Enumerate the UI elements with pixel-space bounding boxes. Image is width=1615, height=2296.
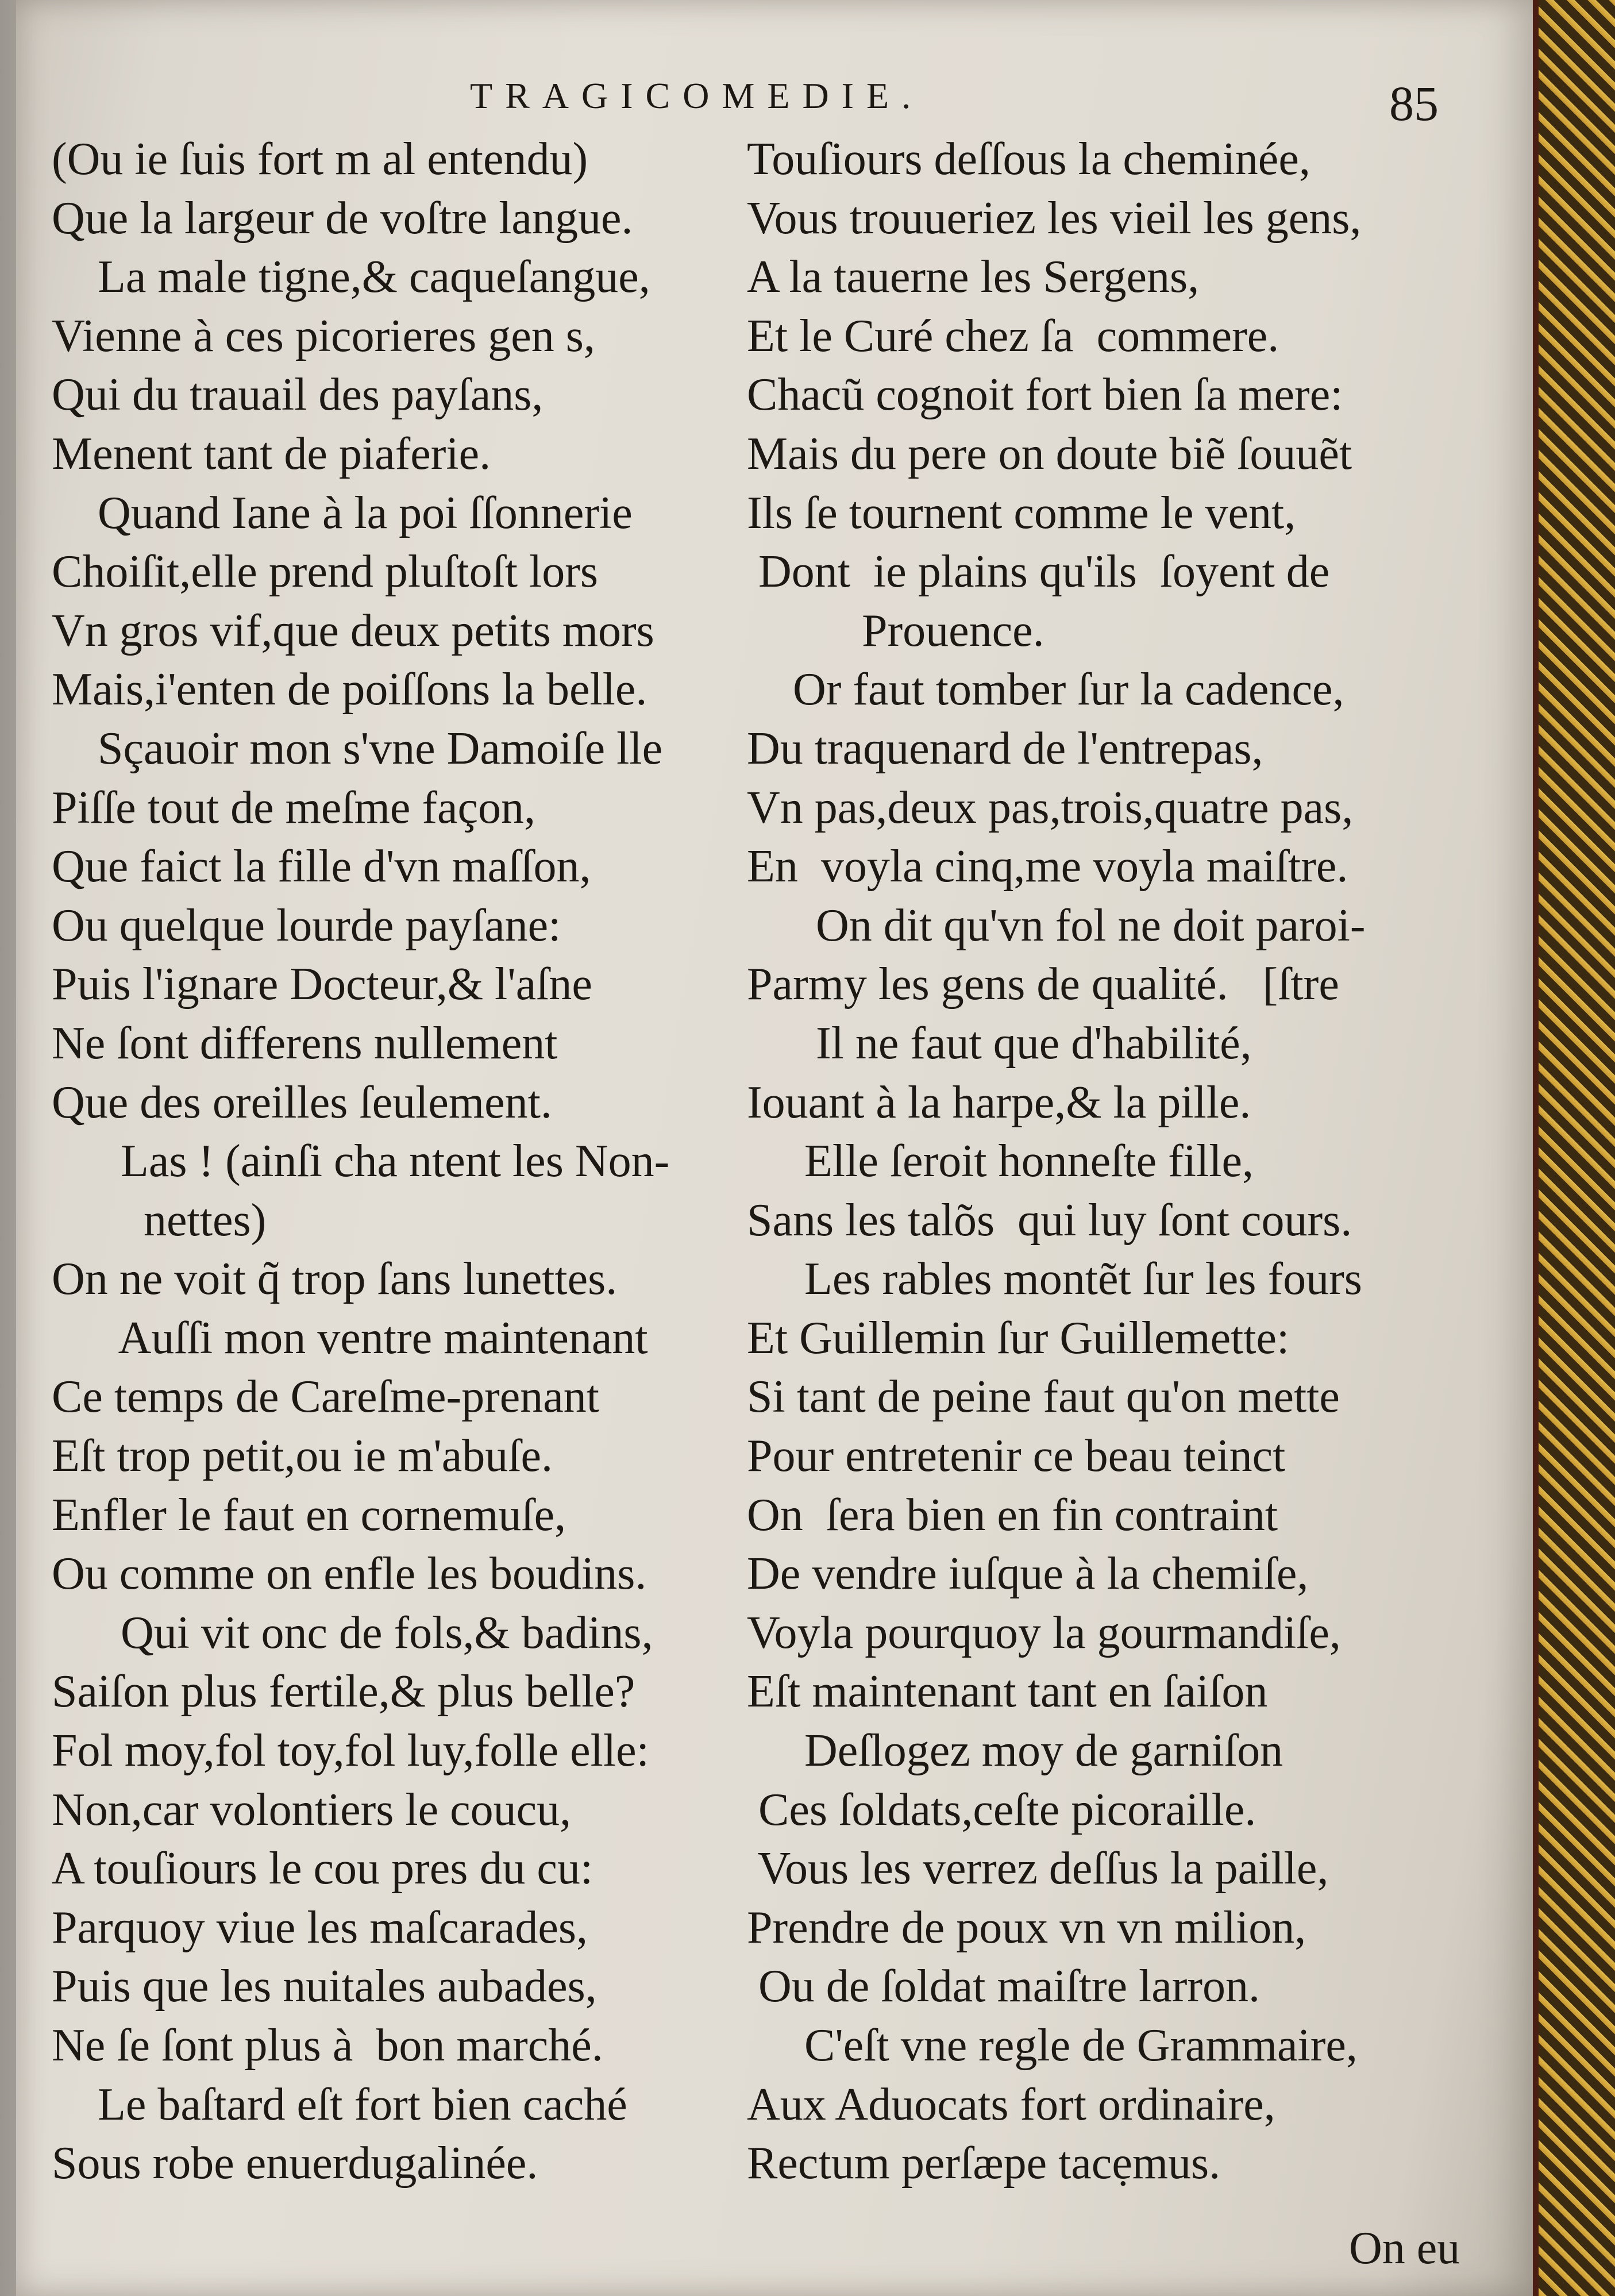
verse-line: Puis que les nuitales aubades, bbox=[52, 1961, 597, 2012]
verse-line: Rectum perſæpe tacẹmus. bbox=[747, 2138, 1221, 2189]
verse-line: Vn gros vif,que deux petits mors bbox=[52, 605, 654, 656]
verse-line: Si tant de peine faut qu'on mette bbox=[747, 1372, 1340, 1423]
verse-line: On ſera bien en fin contraint bbox=[747, 1489, 1278, 1540]
verse-line: Mais,i'enten de poiſſons la belle. bbox=[52, 664, 647, 715]
running-head: TRAGICOMEDIE. bbox=[470, 75, 924, 116]
verse-line: Et le Curé chez ſa commere. bbox=[747, 310, 1279, 361]
verse-line: Menent tant de piaferie. bbox=[52, 428, 491, 479]
verse-line: Auſſi mon ventre maintenant bbox=[52, 1312, 648, 1363]
verse-line: Ces ſoldats,ceſte picoraille. bbox=[747, 1784, 1256, 1835]
verse-line: Que la largeur de voſtre langue. bbox=[52, 192, 633, 244]
verse-line: Vous trouueriez les vieil les gens, bbox=[747, 192, 1362, 244]
verse-line: Fol moy,fol toy,fol luy,folle elle: bbox=[52, 1725, 649, 1777]
verse-line: Du traquenard de l'entrepas, bbox=[747, 723, 1263, 774]
verse-line: nettes) bbox=[52, 1195, 267, 1246]
verse-line: Voyla pourquoy la gourmandiſe, bbox=[747, 1607, 1341, 1658]
verse-line: Sçauoir mon s'vne Damoiſe lle bbox=[52, 723, 663, 774]
verse-line: Dont ie plains qu'ils ſoyent de bbox=[747, 546, 1330, 598]
page-number: 85 bbox=[1389, 76, 1439, 131]
verse-line: De vendre iuſque à la chemiſe, bbox=[747, 1548, 1309, 1600]
verse-line: Le baſtard eſt fort bien caché bbox=[52, 2079, 627, 2130]
verse-line: Que des oreilles ſeulement. bbox=[52, 1077, 552, 1128]
verse-line: Prendre de poux vn vn milion, bbox=[747, 1902, 1306, 1953]
verse-line: Ce temps de Careſme-prenant bbox=[52, 1372, 599, 1423]
verse-line: Quand Iane à la poi ſſonnerie bbox=[52, 487, 633, 538]
verse-line: Que faict la fille d'vn maſſon, bbox=[52, 841, 591, 892]
verse-line: (Ou ie ſuis fort m al entendu) bbox=[52, 134, 588, 184]
left-column bbox=[52, 130, 669, 2193]
catchword: On eu bbox=[1349, 2223, 1460, 2274]
verse-line: Ne ſont differens nullement bbox=[52, 1018, 558, 1069]
verse-line: Ils ſe tournent comme le vent, bbox=[747, 487, 1296, 538]
verse-line: Eſt trop petit,ou ie m'abuſe. bbox=[52, 1431, 553, 1482]
verse-line: Pour entretenir ce beau teinct bbox=[747, 1431, 1286, 1482]
verse-line: La male tigne,& caqueſangue, bbox=[52, 252, 650, 303]
verse-line: Prouence. bbox=[747, 605, 1044, 656]
verse-line: Iouant à la harpe,& la pille. bbox=[747, 1077, 1251, 1128]
verse-line: A touſiours le cou pres du cu: bbox=[52, 1843, 593, 1894]
verse-line: Piſſe tout de meſme façon, bbox=[52, 782, 535, 833]
verse-line: C'eſt vne regle de Grammaire, bbox=[747, 2020, 1358, 2071]
verse-line: Touſiours deſſous la cheminée, bbox=[747, 134, 1310, 184]
gilt-fore-edge bbox=[1533, 0, 1615, 2296]
verse-line: Ou quelque lourde payſane: bbox=[52, 900, 561, 951]
verse-line: Chacũ cognoit fort bien ſa mere: bbox=[747, 369, 1343, 421]
verse-line: On dit qu'vn fol ne doit paroi- bbox=[747, 900, 1366, 951]
verse-line: Vn pas,deux pas,trois,quatre pas, bbox=[747, 782, 1354, 833]
verse-line: Qui du trauail des payſans, bbox=[52, 369, 544, 421]
verse-line: Or faut tomber ſur la cadence, bbox=[747, 664, 1344, 715]
verse-line: Parquoy viue les maſcarades, bbox=[52, 1902, 588, 1953]
verse-line: Vienne à ces picorieres gen s, bbox=[52, 310, 595, 361]
verse-line: Eſt maintenant tant en ſaiſon bbox=[747, 1666, 1268, 1717]
verse-line: Saiſon plus fertile,& plus belle? bbox=[52, 1666, 635, 1717]
verse-line: Ou comme on enfle les boudins. bbox=[52, 1548, 647, 1600]
verse-line: Les rables montẽt ſur les fours bbox=[747, 1254, 1362, 1305]
verse-line: Elle ſeroit honneſte fille, bbox=[747, 1136, 1254, 1187]
verse-line: Sans les talõs qui luy ſont cours. bbox=[747, 1195, 1352, 1246]
verse-line: On ne voit q̃ trop ſans lunettes. bbox=[52, 1254, 618, 1305]
verse-line: Ne ſe ſont plus à bon marché. bbox=[52, 2020, 603, 2071]
verse-line: Ou de ſoldat maiſtre larron. bbox=[747, 1961, 1261, 2012]
verse-line: Et Guillemin ſur Guillemette: bbox=[747, 1312, 1290, 1363]
verse-line: Choiſit,elle prend pluſtoſt lors bbox=[52, 546, 599, 598]
verse-line: Qui vit onc de fols,& badins, bbox=[52, 1607, 653, 1658]
verse-line: A la tauerne les Sergens, bbox=[747, 252, 1200, 303]
verse-line: Non,car volontiers le coucu, bbox=[52, 1784, 572, 1835]
verse-line: Aux Aduocats fort ordinaire, bbox=[747, 2079, 1275, 2130]
verse-line: Mais du pere on doute biẽ ſouuẽt bbox=[747, 428, 1352, 479]
verse-line: Parmy les gens de qualité. [ſtre bbox=[747, 959, 1339, 1010]
verse-line: Enfler le faut en cornemuſe, bbox=[52, 1489, 566, 1540]
verse-line: Vous les verrez deſſus la paille, bbox=[747, 1843, 1329, 1894]
right-column bbox=[747, 130, 1365, 2193]
verse-line: Las ! (ainſi cha ntent les Non- bbox=[52, 1136, 670, 1187]
verse-line: Il ne faut que d'habilité, bbox=[747, 1018, 1252, 1069]
verse-line: Puis l'ignare Docteur,& l'aſne bbox=[52, 959, 592, 1010]
book-page bbox=[16, 0, 1533, 2296]
verse-line: Sous robe enuerdugalinée. bbox=[52, 2138, 538, 2189]
verse-line: Deſlogez moy de garniſon bbox=[747, 1725, 1283, 1777]
verse-line: En voyla cinq,me voyla maiſtre. bbox=[747, 841, 1348, 892]
